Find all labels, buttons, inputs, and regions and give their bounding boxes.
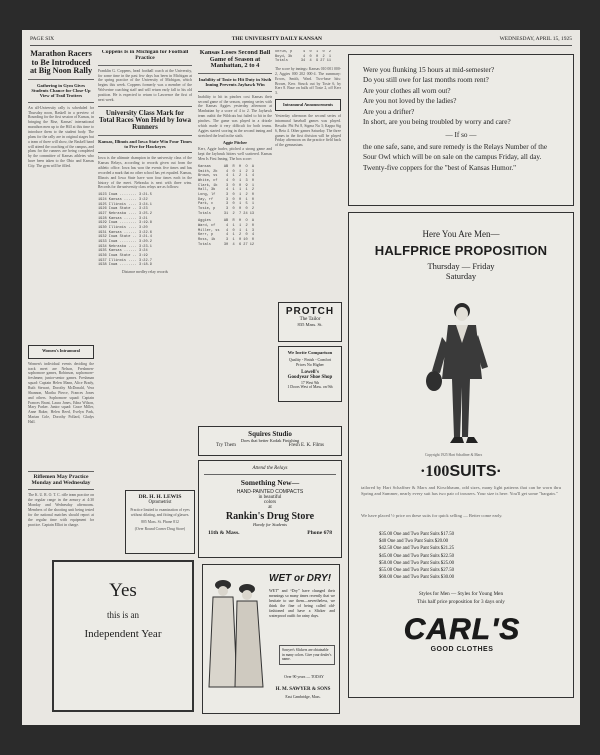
- headline-iowa: University Class Mark for Total Races Won Held by Iowa Runners: [99, 108, 191, 132]
- rankin-phone: Phone 678: [307, 530, 332, 536]
- rankin-tag: Handy for Students: [253, 522, 287, 527]
- carls-logo: [397, 615, 527, 667]
- section-aggie-pitcher: Aggie Pitcher: [222, 140, 248, 146]
- ad-independent-year: [52, 560, 194, 712]
- relay-records-footer: Distance medley relay records: [121, 270, 169, 275]
- protch-line-1: The Tailor: [299, 317, 321, 322]
- carls-days: Thursday — Friday: [427, 261, 495, 271]
- carls-price-list: [379, 531, 543, 581]
- article-marathon: An all-University rally is scheduled for Thursday noon, Baskell in a preview of Rounding for the first session of Kansas, in bringing the Rise, Kansas' international marathon men up to the Hill at this time to introduce them to the student body. The plans for the rally are in original stages but a team of three will show, the Baskell band will attend the coaching of the campus, and plans for the runners are being completed by the committee of Kansas athletes who have been taken to the Ohio and Kansas City. The gym will be filled.: [28, 105, 94, 168]
- carls-credit: Copyright 1925 Hart Schaffner & Marx: [425, 453, 483, 457]
- article-riflemen: The K. U. R. O. T. C. rifle team practice on the regular range in the armory at 4:30 Monday and Wednesday afternoons. Members of the shooting unit being tested for the national matches should report at the regular time with equipment for practice. Captain Elliot in charge.: [28, 493, 94, 527]
- lewis-line-1: Practice limited to examination of eyes without dilating, and fitting of glasses.: [130, 508, 190, 517]
- protch-line-2: 835 Mass. St.: [297, 322, 323, 327]
- ad-carls: [348, 212, 574, 698]
- sawyer-years: Over 90 years — TODAY: [284, 675, 324, 679]
- article-coppens: Franklin G. Coppens, head football coach at the University, for some time in the past few days has been in Michigan at the spring practice of the University of Michigan, which begins this week. Coppens formerly was a member of the Wolverine coaching staff and will return early fall to his old position. He is expected to return to Lawrence the first of next week.: [98, 68, 192, 102]
- rankin-name: Rankin's Drug Store: [225, 511, 315, 522]
- price-row: $55.00 One and Two Pant Suits $27.50: [379, 567, 454, 573]
- rankin-top: Attend the Relays: [252, 466, 288, 471]
- worry-closing: the one safe, sane, and sure remedy is the Relays Number of the Sour Owl which will be on sale on the campus Friday, all day. Twenty-five coppers for the "best of Kansas Humor.": [363, 142, 548, 172]
- carls-count: ·100: [420, 463, 450, 480]
- lewis-name: DR. H. H. LEWIS: [138, 494, 182, 500]
- article-intramural: Yesterday afternoon the second series of intramural baseball games was played. Results: Phi Psi 8, Sigma Nu 3; Kappa Sig 6, Beta 4. Other games Saturday. The three games in the first division will be played Friday afternoon on the practice field back of the gymnasium.: [275, 114, 341, 148]
- worry-lines: [363, 65, 559, 128]
- lowell-head: We Invite Comparison: [287, 350, 333, 355]
- subhead-kansas-loses: Inability of Tosie to Hit Duty in Sixth Inning Prevents Jayhawk Win: [198, 77, 272, 88]
- carls-styles: Styles for Men — Styles for Young Men: [418, 591, 504, 597]
- sawyer-title: WET or DRY!: [269, 573, 332, 584]
- carls-half: This half price proposition for 3 days only: [417, 599, 505, 605]
- headline-coppens: Coppens Is in Michigan for Football Practice: [101, 50, 189, 61]
- ad-sour-owl: [348, 54, 574, 206]
- lewis-line-3: (Over Round Corner Drug Store): [134, 526, 186, 531]
- price-row: $45.00 One and Two Pant Suits $22.50: [379, 553, 454, 559]
- rankin-l1: HAND-PAINTED COMPACTS: [236, 489, 304, 495]
- worry-line-3: Are your clothes all worn out?: [363, 86, 451, 95]
- worry-line-4: Are you not loved by the ladies?: [363, 97, 457, 106]
- protch-name: PROTCH: [285, 306, 335, 317]
- headline-kansas-loses: Kansas Loses Second Ball Game of Season at Manhattan, 2 to 4: [199, 50, 271, 70]
- lowell-name: Lowell's Goodyear Shoe Shop: [287, 370, 333, 380]
- carls-logo-sub: GOOD CLOTHES: [430, 646, 494, 653]
- sawyer-name: H. M. SAWYER & SONS: [275, 687, 331, 692]
- article-iowa: Iowa is the ultimate champion in the university class of the Kansas Relays, according to records given out from the athletic office. Iowa has won the events five times and has recorded a mark that no other school has yet equaled. Kansas, Illinois and Iowa State have won four times each in the history of the meet. Nebraska is next with three wins. Records for the university class relays are as follows:: [98, 156, 192, 190]
- squires-left: Try Them: [216, 443, 236, 448]
- price-row: $60.00 One and Two Pant Suits $30.00: [379, 575, 454, 581]
- ad-dr-lewis: [125, 490, 195, 554]
- intramural-head: Intramural Announcements: [283, 102, 333, 108]
- ad-lowell: [278, 346, 342, 402]
- yes-line-1: this is an: [106, 610, 139, 620]
- worry-if-so: — If so —: [445, 130, 477, 139]
- box-score-kansas: Kansas AB R H O A Smith, 2b 4 0 1 2 3 Brown, ss 4 1 2 1 4 White, cf 4 0 1 3 0 Clark, 1b 3 0 0 9 1 Hall, 3b 4 1 1 1 2 Long, lf 3 0 1 2 0 Day, rf 3 0 0 1 0 Park, c 3 0 1 5 1 Tosie, p 3 0 0 0 2 Totals 31 2 7 24 13: [198, 165, 255, 216]
- womens-intramural-box: [28, 345, 94, 359]
- column-2: [98, 50, 192, 520]
- sawyer-city: East Cambridge, Mass.: [285, 695, 321, 699]
- headline-riflemen: Riflemen May Practice Monday and Wednesday: [31, 473, 91, 486]
- sawyer-body: WET” and “Dry” have changed their meanings so many times recently that we hesitate to use them—nevertheless, we think the fine of being called old-fashioned and have a Slicker and waterproof outfit for rainy days.: [269, 589, 335, 619]
- headline-marathon: Marathon Racers to Be Introduced at Big Noon Rally: [29, 50, 93, 76]
- carls-note: We have placed ½ price on these suits for quick selling — Better come early.: [361, 513, 503, 518]
- issue-date: WEDNESDAY, APRIL 15, 1925: [499, 36, 572, 42]
- price-row: $40 One and Two Pant Suits $20.00: [379, 539, 448, 545]
- squires-right: Fresh E. K. Films: [288, 443, 324, 448]
- subhead-iowa: Kansas, Illinois and Iowa State Win Four Times to Five for Hawkeyes: [98, 138, 192, 150]
- subhead-marathon: Gathering in Gym Gives Students Chance for Close-Up View of Trail Trotters: [31, 82, 91, 99]
- page-number: PAGE SIX: [30, 36, 55, 42]
- worry-line-6: In short, are you being troubled by worry and care?: [363, 118, 511, 127]
- worry-line-5: Are you a drifter?: [363, 107, 415, 116]
- price-row: $42.50 One and Two Pant Suits $21.25: [379, 546, 454, 552]
- man-in-suit-illustration: [422, 297, 502, 447]
- column-3: [198, 50, 272, 420]
- lowell-sub: Quality - Finish - Comfort Prices No Higher: [288, 357, 332, 367]
- box-score-cont: Unruh, p 4 0 1 0 2 Boyd, 3b 4 0 0 2 1 Totals 34 4 9 27 11: [275, 50, 332, 64]
- column-1: [28, 50, 94, 555]
- rankin-l3: colors: [263, 500, 277, 505]
- carls-headline: HALFPRICE PROPOSITION: [374, 243, 548, 258]
- lewis-title: Optometrist: [148, 500, 172, 505]
- worry-line-2: Do you still owe for last months room rent?: [363, 76, 489, 85]
- squires-tag: Does that better Kodak Finishing: [240, 438, 300, 443]
- lewis-line-2: 805 Mass. St. Phone 812: [141, 519, 179, 524]
- masthead: [30, 36, 572, 46]
- box-score-aggies: Aggies AB R H O A Ward, cf 4 1 1 2 0 Miller, ss 4 0 1 1 3 Kerr, p 4 1 2 0 4 Ross, 1b 3 1 0 10 0 Totals 30 4 6 27 12: [198, 219, 255, 247]
- rankin-addr: 11th & Mass.: [208, 530, 240, 536]
- price-row: $35.00 One and Two Pant Suits $17.50: [379, 532, 454, 537]
- newspaper-page: [22, 30, 580, 725]
- relay-records-table: 1923 Iowa ........ 3:21.5 1924 Kansas ...... 3:22 1925 Illinois .... 3:24.1 1926 Iowa State .. 3:23 1927 Nebraska .... 3:25.2 1928 Kansas ...... 3:21 1929 Iowa ........ 3:19.8 1930 Illinois .... 3:20 1931 Kansas ...... 3:22.6 1932 Iowa State .. 3:21.4 1933 Iowa ........ 3:20.2 1934 Nebraska .... 3:23.1 1935 Kansas ...... 3:24 1936 Iowa State .. 3:19 1937 Illinois .... 3:22.7 1938 Iowa ........ 3:18.9: [98, 193, 152, 268]
- ad-sawyer-slickers: [202, 564, 340, 714]
- article-summary: The score by innings: Kansas 010 001 000-2, Aggies 000 202 000-4. The summary: Errors, Smith, Ward. Two-base hits: Brown, Kerr. Struck out by Tosie 6, by Kerr 8. Base on balls off Tosie 2, off Kerr 3.: [275, 67, 341, 96]
- carls-count-line: [349, 463, 573, 481]
- article-aggie-pitcher: Kerr, Aggie hurler, pitched a strong game and kept the Jayhawk hitters well scattered. Kansas Men Is First Inning. The box score:: [198, 147, 272, 162]
- rankin-at: at: [268, 505, 272, 510]
- price-row: $50.00 One and Two Pant Suits $25.00: [379, 560, 454, 566]
- sawyer-note: Sawyer's Slickers are obtainable in many colors. Give your dealer's name.: [279, 645, 335, 665]
- carls-logo-text: CARL'S: [403, 613, 521, 646]
- carls-intro: Here You Are Men—: [422, 229, 500, 239]
- worry-line-1: Were you flunking 15 hours at mid-semester?: [363, 66, 495, 74]
- yes-line-2: Independent Year: [84, 628, 162, 640]
- squires-name: Squires Studio: [248, 430, 292, 438]
- ad-protch: [278, 302, 342, 342]
- two-men-in-slickers-illustration: [207, 575, 265, 695]
- womens-intramural-body: Women's individual events deciding the track meet are Nelson, Freshmen-sophomore games, Robinson, sophomore-freshmen; junior-senior games. Freshman squad: Captain Helen Mann, Alice Brady, Ruth Stewart, Dorothy McDonald, Vera Shannon, Martha Pierce, Frances Jones and others. Sophomore squad: Captain Frances Brant, Laura Jones, Edna Wilson, Mary Parker. Junior squad: Grace Miller, Anne Baker, Helen Reed, Evelyn Park, Marian Cole, Dorothy Pollard, Gladys Hall.: [28, 361, 94, 424]
- ad-squires-studio: [198, 426, 342, 456]
- rankin-l2: in beautiful: [258, 495, 282, 500]
- carls-desc: tailored by Hart Schaffner & Marx and Kirschbaum, odd sizes, many light patterns that can be worn thru Spring and Summer, nearly every suit has two pair of trousers. Your size is here. You'll get some "bargain.": [361, 485, 561, 496]
- carls-day3: Saturday: [445, 271, 477, 281]
- lowell-addr: 17 West 9th 1 Doors West of Mass. on 9th: [287, 381, 333, 389]
- womens-intramural-head: Women's Intramural: [42, 347, 80, 353]
- article-kansas-loses: Inability to hit in pinches cost Kansas their second game of the season, opening series with the Kansas Aggies yesterday afternoon at Manhattan by a score of 4 to 2. The Jayhawk team outhit the Wildcats but failed to hit in the pinches. The game was played in a drizzle which made it very difficult for both teams. Aggies started scoring in the second inning and stretched the lead in the sixth.: [198, 94, 272, 138]
- paper-title: THE UNIVERSITY DAILY KANSAN: [231, 36, 323, 42]
- yes-big: Yes: [109, 580, 137, 601]
- ad-rankin: [198, 460, 342, 558]
- carls-count-word: SUITS·: [449, 463, 502, 480]
- rankin-new: Something New—: [240, 478, 300, 487]
- intramural-box: [275, 99, 341, 111]
